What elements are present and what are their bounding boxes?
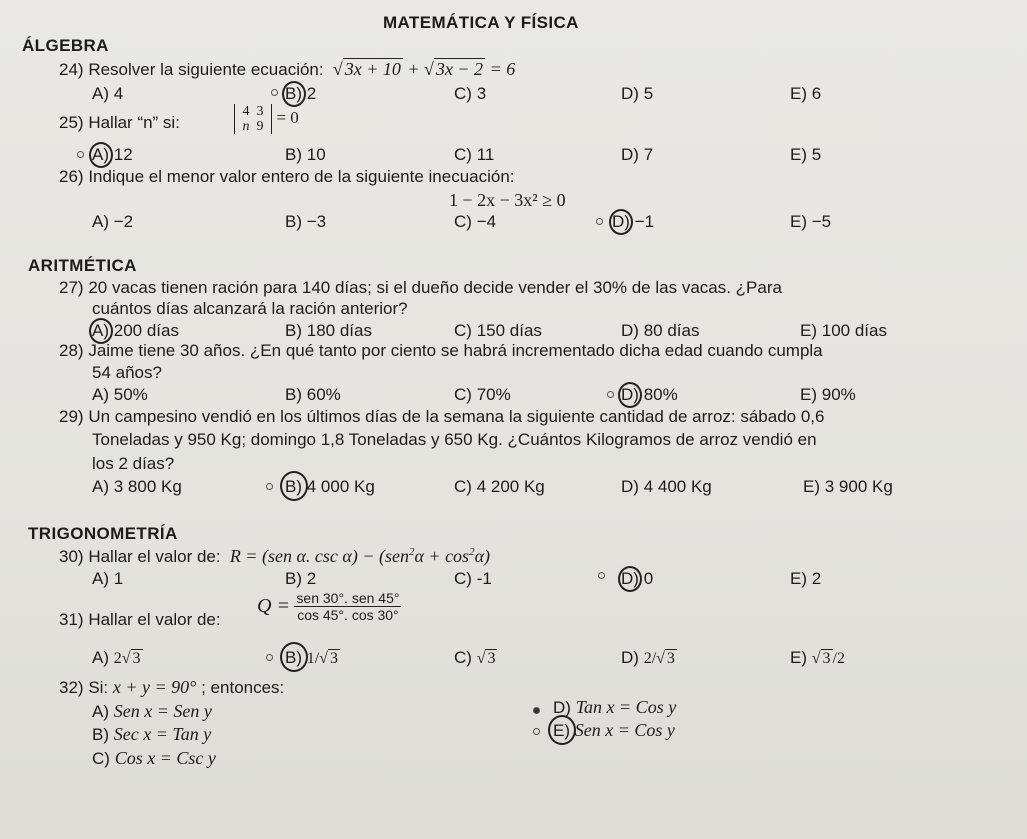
q31-option-d[interactable]: D) 2/√ 3 [621, 648, 675, 667]
answer-mark-circle [618, 566, 642, 592]
bubble-dot [607, 391, 614, 398]
q24-option-c[interactable]: C) 3 [454, 84, 487, 103]
q30-option-c[interactable]: C) -1 [454, 569, 492, 588]
q32-option-e[interactable]: E) Sen x = Cos y [553, 720, 675, 740]
q26-option-b[interactable]: B) −3 [285, 212, 327, 231]
q25-option-d[interactable]: D) 7 [621, 145, 654, 164]
question-29-line-2: Toneladas y 950 Kg; domingo 1,8 Toneladas y 650 Kg. ¿Cuántos Kilogramos de arroz vendió en [92, 430, 817, 449]
bubble-dot [271, 89, 278, 96]
question-27-line-2: cuántos días alcanzará la ración anterior? [92, 299, 408, 318]
q32-option-b[interactable]: B) Sec x = Tan y [92, 724, 212, 744]
answer-mark-circle [618, 382, 642, 408]
q26-option-a[interactable]: A) −2 [92, 212, 134, 231]
answer-mark-circle [280, 471, 308, 501]
q24-option-d[interactable]: D) 5 [621, 84, 654, 103]
q24-option-a[interactable]: A) 4 [92, 84, 124, 103]
q32-option-d[interactable]: D) Tan x = Cos y [553, 697, 677, 717]
q27-option-e[interactable]: E) 100 días [800, 321, 887, 340]
q28-option-e[interactable]: E) 90% [800, 385, 856, 404]
bubble-dot [533, 728, 540, 735]
answer-mark-circle [609, 209, 633, 235]
q31-option-a[interactable]: A) 2√ 3 [92, 648, 141, 667]
q24-equation: √ 3x + 10 + √ 3x − 2 = 6 [328, 59, 516, 79]
q26-option-d[interactable]: D) −1 [612, 212, 655, 231]
q25-determinant: 4 3 n 9 = 0 [234, 104, 299, 134]
bubble-dot [266, 483, 273, 490]
question-27-line-1: 27) 20 vacas tienen ración para 140 días; si el dueño decide vender el 30% de las vacas. ¿Para [59, 278, 782, 297]
q29-option-d[interactable]: D) 4 400 Kg [621, 477, 712, 496]
question-25: 25) Hallar “n” si: [59, 113, 180, 132]
q32-option-c[interactable]: C) Cos x = Csc y [92, 748, 216, 768]
q25-option-e[interactable]: E) 5 [790, 145, 822, 164]
section-trigonometria: TRIGONOMETRÍA [28, 524, 178, 543]
q28-option-a[interactable]: A) 50% [92, 385, 148, 404]
q25-option-c[interactable]: C) 11 [454, 145, 495, 164]
bubble-dot [598, 572, 605, 579]
q26-option-c[interactable]: C) −4 [454, 212, 497, 231]
q29-option-e[interactable]: E) 3 900 Kg [803, 477, 893, 496]
bubble-dot [266, 654, 273, 661]
bubble-dot [533, 707, 540, 714]
question-30: 30) Hallar el valor de: R = (sen α. $\csc \alpha) - (sen^2\alpha + \cos^2\alpha)$ [59, 546, 491, 566]
section-algebra: ÁLGEBRA [22, 36, 109, 55]
q30-option-a[interactable]: A) 1 [92, 569, 124, 588]
q32-condition: x + y = 90° [112, 677, 197, 697]
question-28-line-1: 28) Jaime tiene 30 años. ¿En qué tanto por ciento se habrá incrementado dicha edad cuando cumpla [59, 341, 823, 360]
q29-option-c[interactable]: C) 4 200 Kg [454, 477, 545, 496]
question-31: 31) Hallar el valor de: [59, 610, 221, 629]
q26-inequation: 1 − 2x − 3x² ≥ 0 [449, 190, 566, 210]
q29-option-a[interactable]: A) 3 800 Kg [92, 477, 182, 496]
answer-mark-circle [89, 142, 113, 168]
q31-option-c[interactable]: C) √ 3 [454, 648, 496, 667]
q27-option-b[interactable]: B) 180 días [285, 321, 372, 340]
q28-option-b[interactable]: B) 60% [285, 385, 341, 404]
q30-option-e[interactable]: E) 2 [790, 569, 822, 588]
q31-option-e[interactable]: E) √ 3 /2 [790, 648, 845, 667]
q28-option-c[interactable]: C) 70% [454, 385, 511, 404]
q26-option-e[interactable]: E) −5 [790, 212, 832, 231]
q30-option-d[interactable]: D) 0 [621, 569, 654, 588]
q30-expression: R = (sen α. $\csc \alpha) - (sen^2\alpha + \cos^2\alpha)$ [225, 546, 491, 566]
q24-option-e[interactable]: E) 6 [790, 84, 822, 103]
q27-option-d[interactable]: D) 80 días [621, 321, 700, 340]
q28-option-d[interactable]: D) 80% [621, 385, 678, 404]
q24-option-b[interactable]: B) 2 [285, 84, 317, 103]
bubble-dot [596, 218, 603, 225]
question-26: 26) Indique el menor valor entero de la siguiente inecuación: [59, 167, 515, 186]
q30-option-b[interactable]: B) 2 [285, 569, 317, 588]
q27-option-a[interactable]: A) 200 días [92, 321, 179, 340]
q29-option-b[interactable]: B) 4 000 Kg [285, 477, 375, 496]
question-28-line-2: 54 años? [92, 363, 162, 382]
question-29-line-3: los 2 días? [92, 454, 175, 473]
answer-mark-circle [548, 715, 576, 745]
q31-option-b[interactable]: B) 1/√ 3 [285, 648, 338, 667]
q32-option-a[interactable]: A) Sen x = Sen y [92, 701, 212, 721]
q27-option-c[interactable]: C) 150 días [454, 321, 542, 340]
question-32: 32) Si: x + y = 90° ; entonces: [59, 677, 285, 697]
section-aritmetica: ARITMÉTICA [28, 256, 137, 275]
answer-mark-circle [280, 642, 308, 672]
q31-expression: Q = $\frac{\text{sen 30°. sen 45°}}{\cos 45^\circ. \cos 30^\circ}$ [257, 590, 400, 623]
question-24: 24) Resolver la siguiente ecuación: √ 3x + 10 + √ 3x − 2 = 6 [59, 59, 516, 79]
q25-option-a[interactable]: A) 12 [92, 145, 133, 164]
question-29-line-1: 29) Un campesino vendió en los últimos días de la semana la siguiente cantidad de arroz: sábado 0,6 [59, 407, 825, 426]
page-title: MATEMÁTICA Y FÍSICA [383, 13, 579, 32]
bubble-dot [77, 151, 84, 158]
q25-option-b[interactable]: B) 10 [285, 145, 326, 164]
